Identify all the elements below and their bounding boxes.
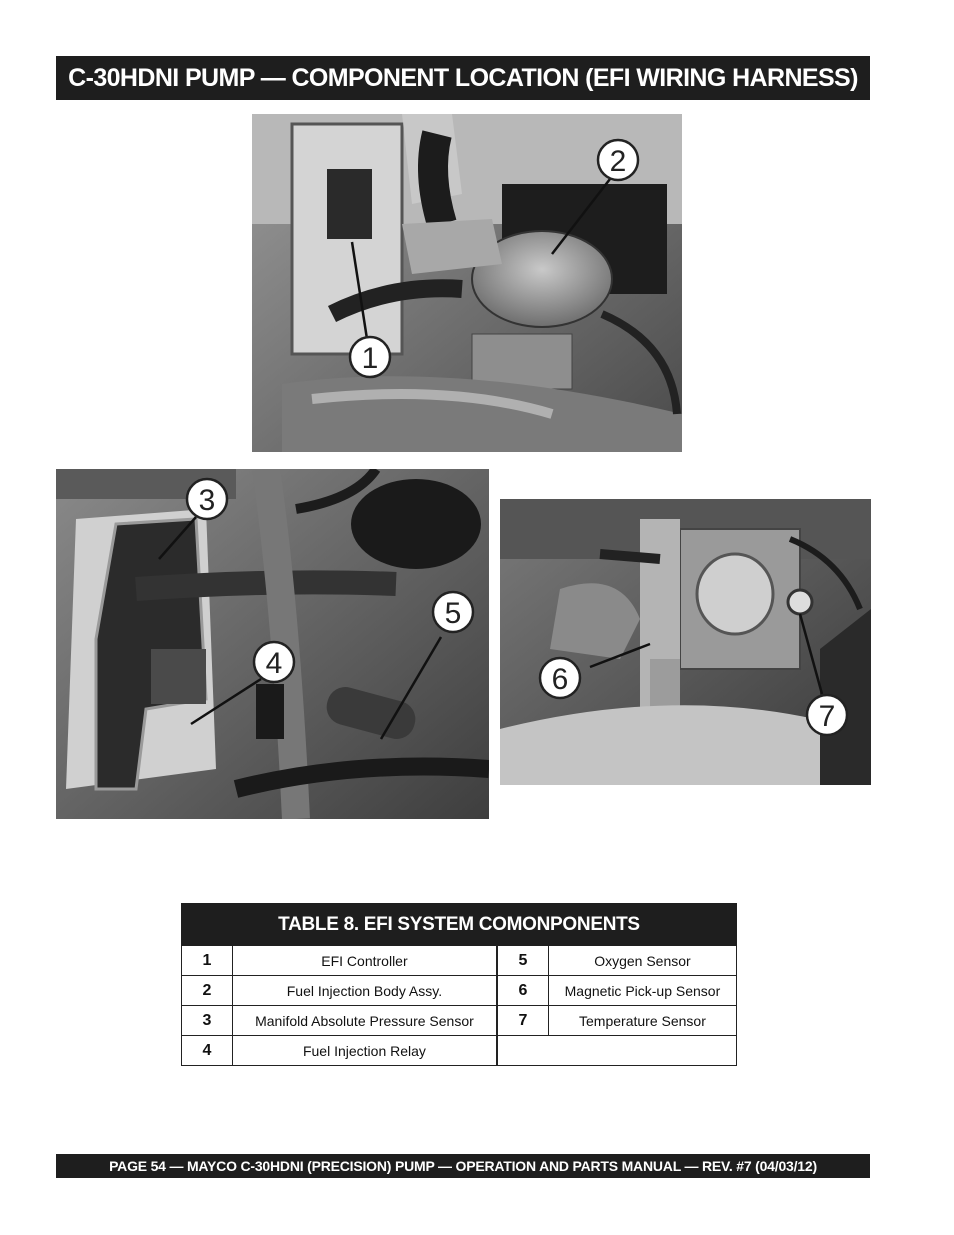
table-row (182, 976, 737, 1006)
callout-5: 5 (444, 597, 462, 630)
callout-2: 2 (609, 145, 627, 178)
item-number: 1 (182, 946, 233, 976)
efi-components-table (181, 903, 737, 1066)
item-number: 5 (497, 946, 549, 976)
page-footer: PAGE 54 — MAYCO C-30HDNI (PRECISION) PUMP — OPERATION AND PARTS MANUAL — REV. #7 (04/03/12) (56, 1154, 870, 1178)
table-title: TABLE 8. EFI SYSTEM COMONPONENTS (182, 904, 737, 946)
item-description: Magnetic Pick-up Sensor (548, 976, 736, 1006)
item-description: Fuel Injection Body Assy. (233, 976, 497, 1006)
table-row (182, 946, 737, 976)
table-row (182, 1006, 737, 1036)
callout-4: 4 (265, 647, 283, 680)
photo-engine-right (500, 499, 871, 785)
page-title: C-30HDNI PUMP — COMPONENT LOCATION (EFI WIRING HARNESS) (56, 56, 870, 100)
callout-3: 3 (198, 484, 216, 517)
item-number: 4 (182, 1036, 233, 1066)
empty-cell (497, 1036, 737, 1066)
item-description: Manifold Absolute Pressure Sensor (233, 1006, 497, 1036)
callout-1: 1 (361, 342, 379, 375)
photo-engine-left (56, 469, 489, 819)
item-description: Oxygen Sensor (548, 946, 736, 976)
table-row (182, 1036, 737, 1066)
callout-7: 7 (818, 700, 836, 733)
item-number: 7 (497, 1006, 549, 1036)
item-number: 6 (497, 976, 549, 1006)
photo-engine-top (252, 114, 682, 452)
callout-6: 6 (551, 663, 569, 696)
item-number: 3 (182, 1006, 233, 1036)
item-number: 2 (182, 976, 233, 1006)
item-description: EFI Controller (233, 946, 497, 976)
item-description: Fuel Injection Relay (233, 1036, 497, 1066)
item-description: Temperature Sensor (548, 1006, 736, 1036)
